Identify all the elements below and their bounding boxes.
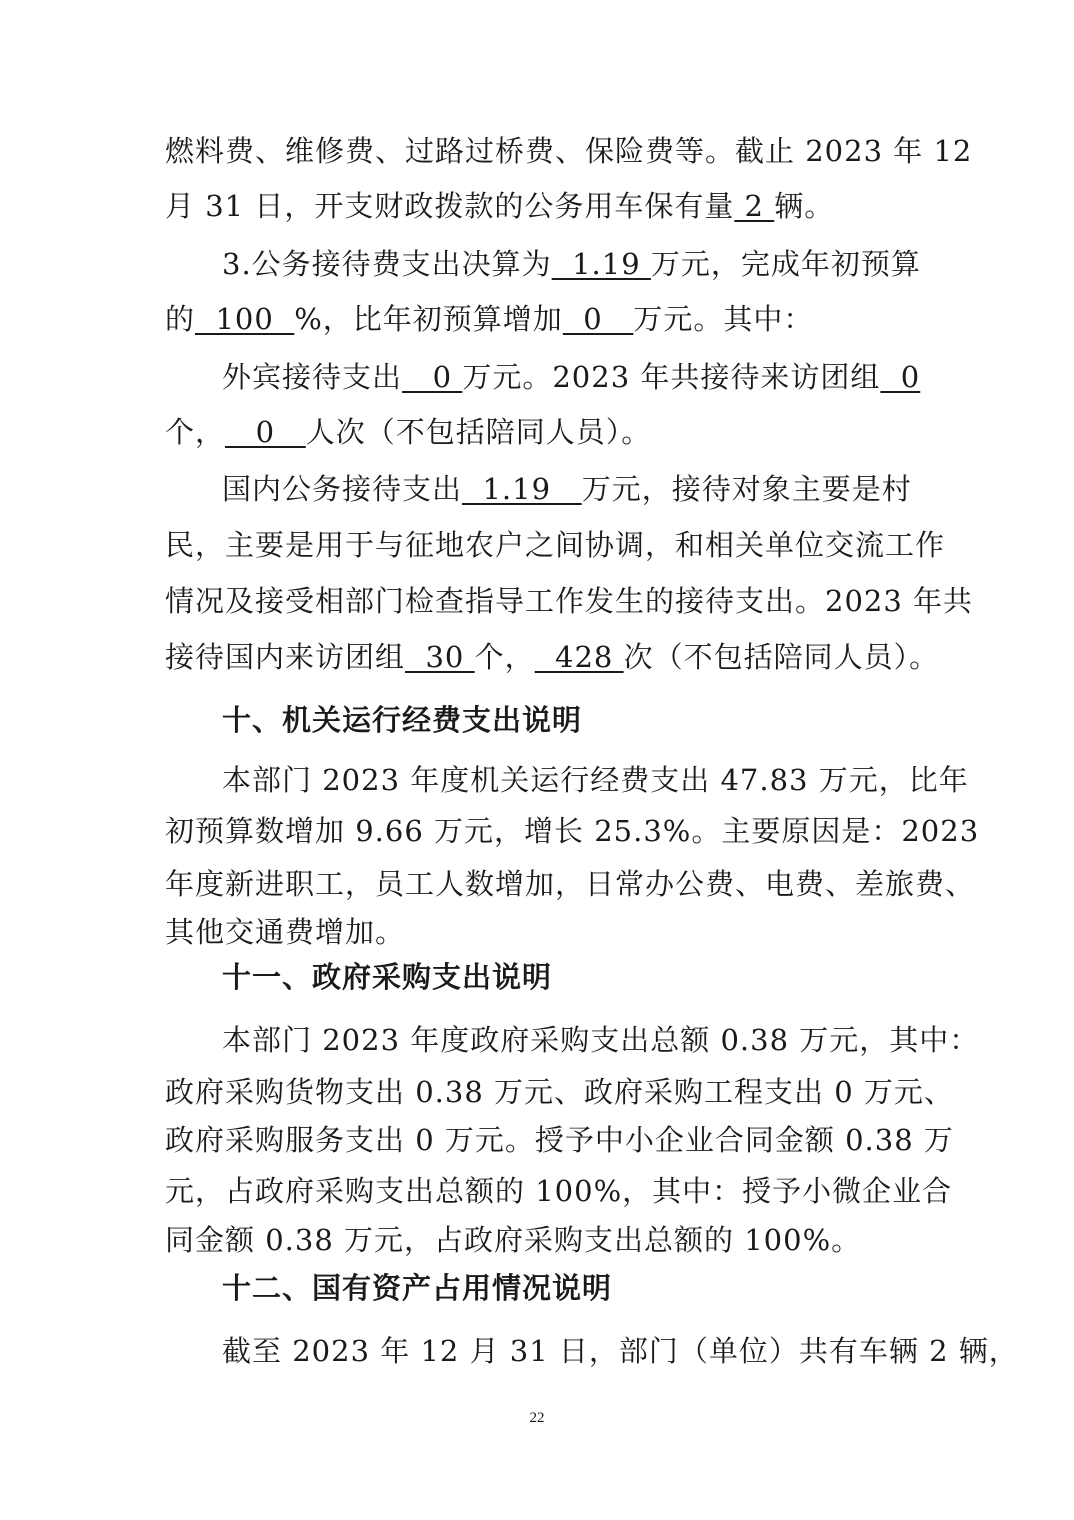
text-line [222, 244, 921, 284]
domestic-groups-value: 30 [405, 640, 475, 674]
text-line [165, 299, 915, 339]
text-span: 燃料费、维修费、过路过桥费、保险费等。截止 2023 年 12 [165, 134, 973, 168]
reception-expense-value: 1.19 [551, 247, 651, 281]
text-span: 辆。 [774, 189, 835, 223]
text-span: 年度新进职工，员工人数增加，日常办公费、电费、差旅费、 [165, 867, 976, 901]
text-line [165, 186, 915, 226]
text-span: 的 [165, 302, 196, 336]
text-span: 个， [474, 640, 535, 674]
text-line [222, 1331, 1019, 1371]
text-line [165, 131, 973, 171]
text-span: 万元，接待对象主要是村 [581, 472, 912, 506]
text-span: 国内公务接待支出 [222, 472, 463, 506]
foreign-persons-value: 0 [225, 415, 306, 449]
section-heading-11: 十一、政府采购支出说明 [222, 960, 553, 994]
text-span: 截至 2023 年 12 月 31 日，部门（单位）共有车辆 2 辆， [222, 1334, 1019, 1368]
text-line [165, 1072, 954, 1112]
text-span: 万元。2023 年共接待来访团组 [462, 360, 881, 394]
text-span: 个， [165, 415, 226, 449]
text-span: 次（不包括陪同人员）。 [623, 640, 940, 674]
text-line [165, 412, 915, 452]
text-span: 人次（不包括陪同人员）。 [305, 415, 652, 449]
vehicle-count-value: 2 [734, 189, 775, 223]
text-span: 其他交通费增加。 [165, 915, 406, 949]
text-span: 政府采购服务支出 0 万元。授予中小企业合同金额 0.38 万 [165, 1123, 954, 1157]
increase-value: 0 [562, 302, 634, 336]
text-span: 初预算数增加 9.66 万元，增长 25.3%。主要原因是：2023 [165, 814, 980, 848]
text-span: 情况及接受相部门检查指导工作发生的接待支出。2023 年共 [165, 584, 974, 618]
text-line [165, 525, 946, 565]
foreign-reception-value: 0 [402, 360, 463, 394]
text-line [222, 469, 915, 509]
domestic-reception-value: 1.19 [462, 472, 582, 506]
text-span: 民，主要是用于与征地农户之间协调，和相关单位交流工作 [165, 528, 946, 562]
text-line [165, 864, 976, 904]
text-span: 同金额 0.38 万元，占政府采购支出总额的 100%。 [165, 1223, 862, 1257]
text-line [222, 1020, 980, 1060]
text-line [165, 1120, 954, 1160]
text-line [165, 912, 915, 952]
text-span: 本部门 2023 年度政府采购支出总额 0.38 万元，其中： [222, 1023, 980, 1057]
text-line [165, 1220, 915, 1260]
text-span: 元，占政府采购支出总额的 100%，其中：授予小微企业合 [165, 1174, 953, 1208]
text-line [222, 357, 921, 397]
domestic-persons-value: 428 [534, 640, 624, 674]
text-line [222, 760, 969, 800]
completion-rate-value: 100 [195, 302, 295, 336]
text-span: 外宾接待支出 [222, 360, 403, 394]
section-heading-12: 十二、国有资产占用情况说明 [222, 1271, 613, 1305]
text-span: 政府采购货物支出 0.38 万元、政府采购工程支出 0 万元、 [165, 1075, 954, 1109]
text-span: 万元。其中： [633, 302, 814, 336]
text-span: 3.公务接待费支出决算为 [222, 247, 552, 281]
text-span: 月 31 日，开支财政拨款的公务用车保有量 [165, 189, 735, 223]
text-line [165, 1171, 953, 1211]
page-number: 22 [529, 1410, 545, 1426]
foreign-groups-value: 0 [880, 360, 921, 394]
text-span: 本部门 2023 年度机关运行经费支出 47.83 万元，比年 [222, 763, 969, 797]
text-line [165, 811, 980, 851]
text-span: 接待国内来访团组 [165, 640, 406, 674]
text-span: 万元，完成年初预算 [650, 247, 921, 281]
text-line [165, 581, 974, 621]
text-line [165, 637, 940, 677]
section-heading-10: 十、机关运行经费支出说明 [222, 703, 583, 737]
text-span: %，比年初预算增加 [294, 302, 563, 336]
